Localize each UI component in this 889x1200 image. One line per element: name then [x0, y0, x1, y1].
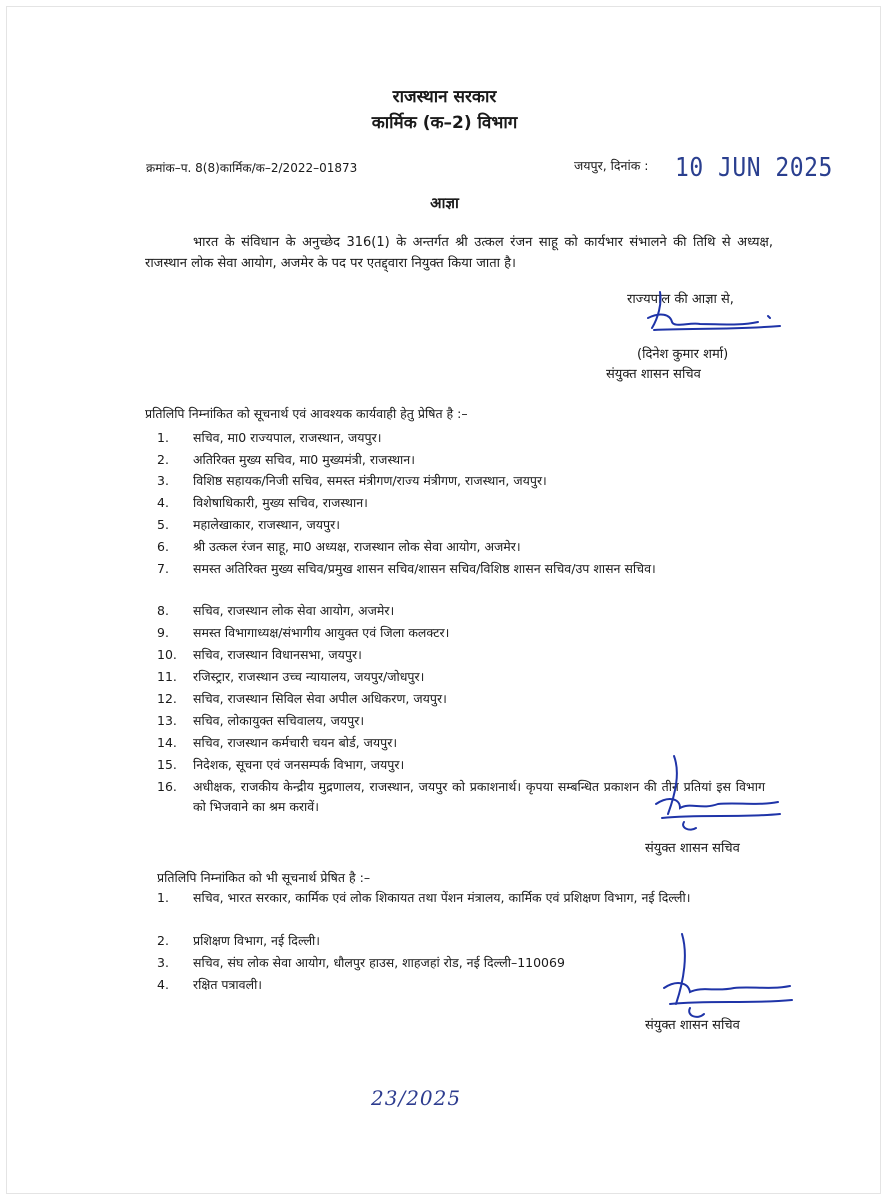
item-number: 3. — [157, 473, 169, 488]
item-text: अतिरिक्त मुख्य सचिव, मा0 मुख्यमंत्री, राजस्थान। — [193, 452, 415, 467]
item-number: 3. — [157, 955, 169, 970]
item-text: सचिव, राजस्थान सिविल सेवा अपील अधिकरण, जयपुर। — [193, 691, 447, 706]
item-text: सचिव, राजस्थान लोक सेवा आयोग, अजमेर। — [193, 603, 395, 618]
department-heading: कार्मिक (क–2) विभाग — [371, 113, 518, 133]
copy2-signatory: संयुक्त शासन सचिव — [645, 1018, 740, 1033]
by-order-line: राज्यपाल की आज्ञा से, — [627, 292, 734, 307]
handwritten-number: 23/2025 — [371, 1086, 462, 1110]
item-text: रक्षित पत्रावली। — [193, 977, 263, 992]
item-number: 5. — [157, 517, 169, 532]
item-text: सचिव, राजस्थान कर्मचारी चयन बोर्ड, जयपुर। — [193, 735, 398, 750]
item-number: 8. — [157, 603, 169, 618]
item-text: समस्त अतिरिक्त मुख्य सचिव/प्रमुख शासन सचिव/शासन सचिव/विशिष्ठ शासन सचिव/उप शासन सचिव। — [193, 561, 656, 576]
item-number: 1. — [157, 890, 169, 905]
order-body: भारत के संविधान के अनुच्छेद 316(1) के अन्तर्गत श्री उत्कल रंजन साहू को कार्यभार संभालने की तिथि से अध्यक्ष, राजस्थान लोक सेवा आयोग, अजमेर के पद पर एतद्द्वारा नियुक्त किया जाता है। — [145, 235, 773, 271]
item-number: 10. — [157, 647, 177, 662]
copy2-heading: प्रतिलिपि निम्नांकित को भी सूचनार्थ प्रेषित है :– — [157, 870, 371, 885]
item-number: 11. — [157, 669, 177, 684]
item-number: 4. — [157, 495, 169, 510]
item-number: 1. — [157, 430, 169, 445]
item-text: सचिव, मा0 राज्यपाल, राजस्थान, जयपुर। — [193, 430, 382, 445]
item-text: समस्त विभागाध्यक्ष/संभागीय आयुक्त एवं जिला कलक्टर। — [193, 625, 450, 640]
item-text: रजिस्ट्रार, राजस्थान उच्च न्यायालय, जयपुर/जोधपुर। — [193, 669, 425, 684]
signatory-name: (दिनेश कुमार शर्मा) — [637, 347, 729, 362]
item-text: निदेशक, सूचना एवं जनसम्पर्क विभाग, जयपुर। — [193, 757, 405, 772]
government-heading: राजस्थान सरकार — [392, 87, 497, 107]
copy1-signatory: संयुक्त शासन सचिव — [645, 841, 740, 856]
reference-number: क्रमांक–प. 8(8)कार्मिक/क–2/2022–01873 — [146, 161, 358, 175]
item-number: 13. — [157, 713, 177, 728]
item-number: 4. — [157, 977, 169, 992]
item-text: अधीक्षक, राजकीय केन्द्रीय मुद्रणालय, राजस्थान, जयपुर को प्रकाशनार्थ। कृपया सम्बन्धित प्रकाशन की तीन प्रतियां इस विभाग को भिजवाने का श्रम करावें। — [193, 779, 765, 814]
item-text: प्रशिक्षण विभाग, नई दिल्ली। — [193, 933, 321, 948]
item-text: विशेषाधिकारी, मुख्य सचिव, राजस्थान। — [193, 495, 368, 510]
item-text: सचिव, संघ लोक सेवा आयोग, धौलपुर हाउस, शाहजहां रोड, नई दिल्ली–110069 — [193, 955, 565, 970]
item-text: सचिव, राजस्थान विधानसभा, जयपुर। — [193, 647, 362, 662]
date-stamp: 10 JUN 2025 — [675, 153, 833, 183]
item-number: 6. — [157, 539, 169, 554]
item-number: 15. — [157, 757, 177, 772]
item-number: 14. — [157, 735, 177, 750]
item-text: विशिष्ठ सहायक/निजी सचिव, समस्त मंत्रीगण/राज्य मंत्रीगण, राजस्थान, जयपुर। — [193, 473, 547, 488]
place-date-label: जयपुर, दिनांक : — [574, 158, 649, 173]
item-number: 16. — [157, 779, 177, 794]
item-text: श्री उत्कल रंजन साहू, मा0 अध्यक्ष, राजस्थान लोक सेवा आयोग, अजमेर। — [193, 539, 521, 554]
item-number: 12. — [157, 691, 177, 706]
order-title: आज्ञा — [430, 194, 459, 212]
item-number: 2. — [157, 452, 169, 467]
copy-list-heading: प्रतिलिपि निम्नांकित को सूचनार्थ एवं आवश्यक कार्यवाही हेतु प्रेषित है :– — [145, 406, 468, 421]
item-number: 9. — [157, 625, 169, 640]
item-number: 7. — [157, 561, 169, 576]
item-number: 2. — [157, 933, 169, 948]
item-text: महालेखाकार, राजस्थान, जयपुर। — [193, 517, 341, 532]
signatory-designation: संयुक्त शासन सचिव — [606, 367, 701, 382]
item-text: सचिव, लोकायुक्त सचिवालय, जयपुर। — [193, 713, 365, 728]
item-text: सचिव, भारत सरकार, कार्मिक एवं लोक शिकायत तथा पेंशन मंत्रालय, कार्मिक एवं प्रशिक्षण विभाग, नई दिल्ली। — [193, 890, 691, 905]
